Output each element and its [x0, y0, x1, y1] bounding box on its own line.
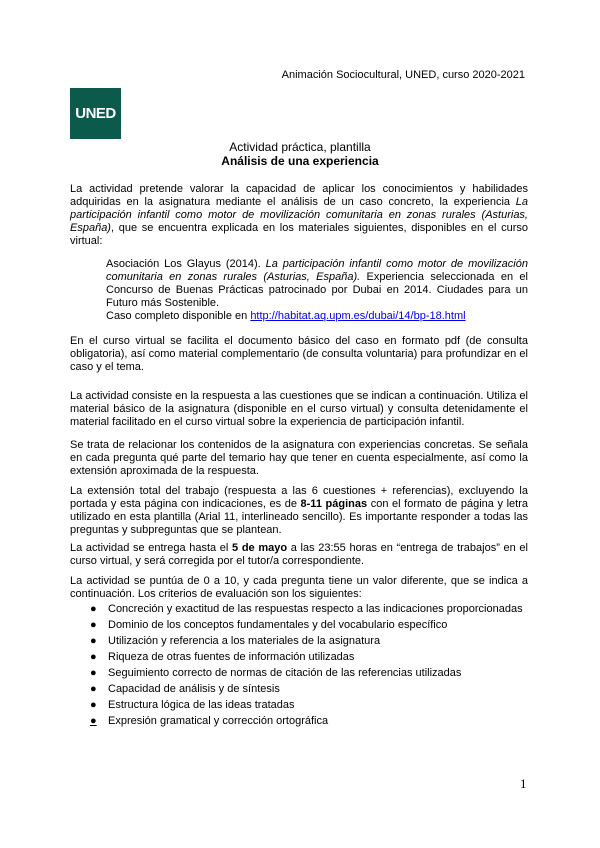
paragraph-length: [70, 485, 528, 537]
logo-text: UNED: [75, 105, 116, 122]
length-pages: 8-11 páginas: [300, 498, 368, 510]
criterion-text: Seguimiento correcto de normas de citación de las referencias utilizadas: [108, 667, 462, 679]
reference-details: Experiencia seleccionada en el Concurso de Buenas Prácticas patrocinado por Dubai en 2014. Ciudades para un Futuro más Sostenible.: [106, 271, 528, 309]
course-header: Animación Sociocultural, UNED, curso 2020-2021: [281, 69, 525, 81]
intro-paragraph: [70, 183, 528, 248]
deadline-date: 5 de mayo: [232, 542, 288, 554]
bullet-icon: ●: [90, 699, 97, 711]
reference-block: [106, 258, 528, 323]
list-item: [90, 698, 530, 714]
paragraph-deadline: [70, 542, 528, 568]
uned-logo: [70, 88, 121, 139]
reference-link[interactable]: http://habitat.aq.upm.es/dubai/14/bp-18.html: [250, 310, 466, 322]
bullet-icon: ●: [90, 667, 97, 679]
list-item: [90, 714, 530, 730]
criterion-text: Estructura lógica de las ideas tratadas: [108, 699, 295, 711]
criterion-text: Concreción y exactitud de las respuestas respecto a las indicaciones proporcionadas: [108, 603, 523, 615]
bullet-icon: ●: [90, 683, 97, 695]
criterion-text: Riqueza de otras fuentes de información utilizadas: [108, 651, 355, 663]
length-text-after: con el formato de página y letra utilizado en esta plantilla (Arial 11, interlineado sencillo). Es importante responder a todas las preguntas y subpreguntas que se plantean.: [70, 498, 528, 536]
intro-text-after: , que se encuentra explicada en los materiales siguientes, disponibles en el curso virtual:: [70, 222, 528, 247]
list-item: [90, 650, 530, 666]
deadline-text-after: a las 23:55 horas en “entrega de trabajos” en el curso virtual, y será corregida por el tutor/a correspondiente.: [70, 542, 528, 567]
length-text-before: La extensión total del trabajo (respuesta a las 6 cuestiones + referencias), excluyendo la portada y esta página con indicaciones, es de: [70, 485, 528, 510]
bullet-icon: ●: [90, 619, 97, 631]
bullet-icon: ●: [90, 635, 97, 647]
document-title: [0, 140, 600, 168]
list-item: [90, 682, 530, 698]
title-line-2: Análisis de una experiencia: [221, 154, 379, 168]
bullet-icon: ●: [90, 603, 97, 615]
list-item: [90, 634, 530, 650]
reference-case-label: Caso completo disponible en: [106, 310, 251, 322]
intro-text-before: La actividad pretende valorar la capacidad de aplicar los conocimientos y habilidades adquiridas en la asignatura mediante el análisis de un caso concreto, la experiencia: [70, 183, 528, 208]
intro-experience-title: La participación infantil como motor de movilización comunitaria en zonas rurales (Asturias, España): [70, 196, 528, 234]
title-line-1: Actividad práctica, plantilla: [229, 140, 371, 154]
deadline-text-before: La actividad se entrega hasta el: [70, 542, 233, 554]
page-number: 1: [520, 776, 527, 791]
paragraph-activity-description: La actividad consiste en la respuesta a las cuestiones que se indican a continuación. Utiliza el material básico de la asignatura (disponible en el curso virtual) y consulta detenidamente el material facilitado en el curso virtual sobre la experiencia de participación infantil.: [70, 390, 528, 428]
reference-author: Asociación Los Glayus (2014).: [106, 258, 266, 270]
criterion-text: Utilización y referencia a los materiales de la asignatura: [108, 635, 381, 647]
evaluation-criteria-list: [90, 602, 530, 730]
list-item: [90, 666, 530, 682]
paragraph-grading: La actividad se puntúa de 0 a 10, y cada pregunta tiene un valor diferente, que se indica a continuación. Los criterios de evaluación son los siguientes:: [70, 575, 528, 600]
bullet-icon: ●: [90, 651, 97, 663]
bullet-icon: ●: [90, 715, 97, 727]
paragraph-course-materials: En el curso virtual se facilita el documento básico del caso en formato pdf (de consulta obligatoria), así como material complementario (de consulta voluntaria) para profundizar en el caso y el tema.: [70, 335, 528, 373]
paragraph-relate-contents: Se trata de relacionar los contenidos de la asignatura con experiencias concretas. Se señala en cada pregunta qué parte del temario hay que tener en cuenta especialmente, así como la extensión aproximada de la respuesta.: [70, 439, 528, 477]
list-item: [90, 602, 530, 618]
criterion-text: Dominio de los conceptos fundamentales y del vocabulario específico: [108, 619, 448, 631]
criterion-text: Capacidad de análisis y de síntesis: [108, 683, 280, 695]
reference-title: La participación infantil como motor de movilización comunitaria en zonas rurales (Asturias, España).: [106, 258, 528, 283]
criterion-text: Expresión gramatical y corrección ortográfica: [108, 715, 329, 727]
list-item: [90, 618, 530, 634]
